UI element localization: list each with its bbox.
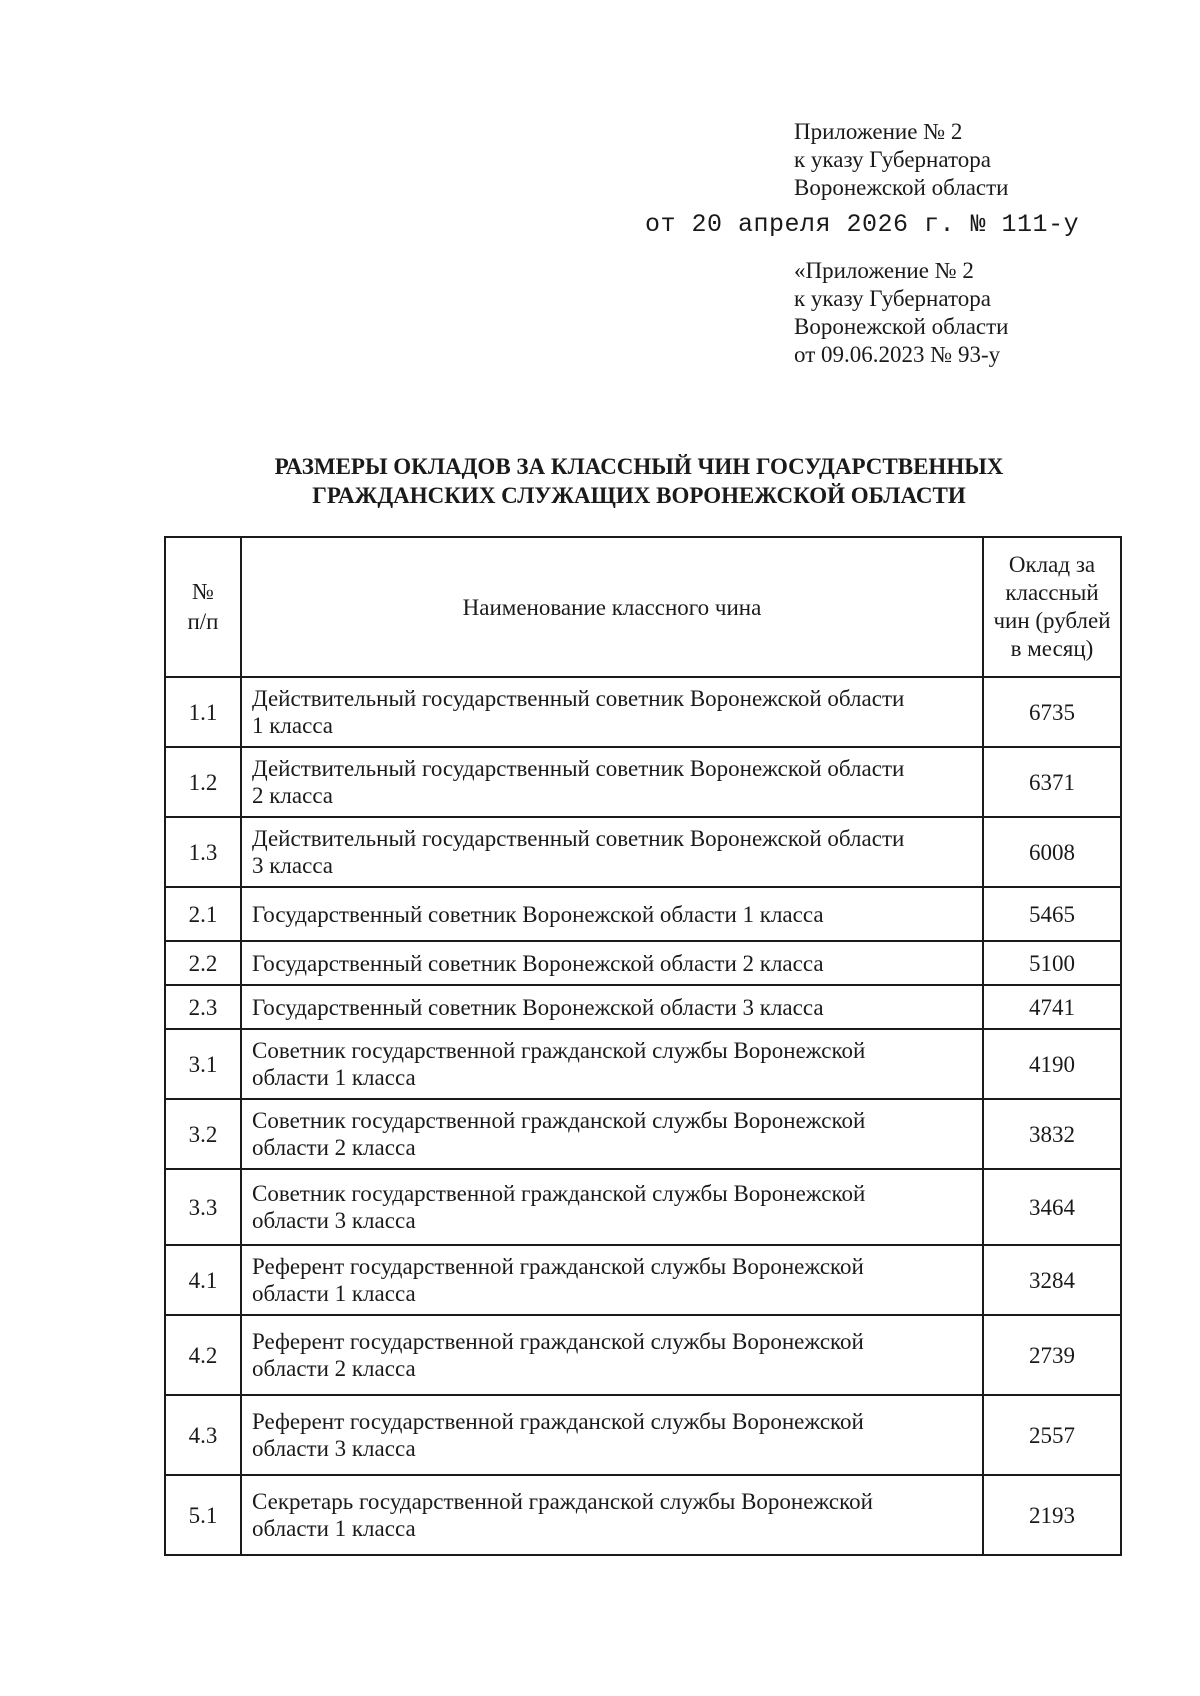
salary-value: 2739 <box>983 1315 1121 1395</box>
row-number: 2.1 <box>165 887 241 941</box>
appendix-line-3: Воронежской области <box>794 175 1009 200</box>
header-num <box>165 537 241 677</box>
appendix-line-1: Приложение № 2 <box>794 119 963 144</box>
title-line-1: РАЗМЕРЫ ОКЛАДОВ ЗА КЛАССНЫЙ ЧИН ГОСУДАРСТВЕННЫХ <box>274 454 1004 479</box>
rank-name-line-2: области 1 класса <box>252 1516 416 1541</box>
rank-name-cell <box>241 817 983 887</box>
salary-value: 3464 <box>983 1169 1121 1245</box>
rank-name-line-2: области 2 класса <box>252 1356 416 1381</box>
salary-value: 6371 <box>983 747 1121 817</box>
rank-name-cell <box>241 1395 983 1475</box>
rank-name-line-2: области 3 класса <box>252 1436 416 1461</box>
row-number: 3.3 <box>165 1169 241 1245</box>
salary-value: 3832 <box>983 1099 1121 1169</box>
rank-name-line-1: Секретарь государственной гражданской службы Воронежской <box>252 1489 873 1514</box>
rank-name-line-1: Государственный советник Воронежской области 1 класса <box>252 901 824 927</box>
row-number: 4.3 <box>165 1395 241 1475</box>
salary-value: 2193 <box>983 1475 1121 1555</box>
salary-value: 3284 <box>983 1245 1121 1315</box>
table-body <box>165 677 1121 1555</box>
appendix-old-line-3: Воронежской области <box>794 314 1009 339</box>
rank-name-cell <box>241 887 983 941</box>
salary-value: 4190 <box>983 1029 1121 1099</box>
table-row <box>165 1245 1121 1315</box>
header-pay: Оклад за классный чин (рублей в месяц) <box>983 537 1121 677</box>
salary-value: 5465 <box>983 887 1121 941</box>
rank-name-cell <box>241 1029 983 1099</box>
header-num-symbol: № <box>192 579 214 604</box>
rank-name-line-2: 1 класса <box>252 713 334 738</box>
salary-value: 5100 <box>983 941 1121 985</box>
table-row <box>165 887 1121 941</box>
rank-name-cell <box>241 1315 983 1395</box>
rank-name-line-1: Государственный советник Воронежской области 3 класса <box>252 994 824 1020</box>
decree-date-line: от 20 апреля 2026 г. № 111-у <box>645 210 1080 239</box>
row-number: 5.1 <box>165 1475 241 1555</box>
salary-value: 6735 <box>983 677 1121 747</box>
table-row <box>165 1475 1121 1555</box>
rank-name-line-1: Референт государственной гражданской службы Воронежской <box>252 1254 864 1279</box>
row-number: 1.3 <box>165 817 241 887</box>
table-row <box>165 747 1121 817</box>
row-number: 4.1 <box>165 1245 241 1315</box>
salary-table <box>164 536 1122 1556</box>
rank-name-cell <box>241 941 983 985</box>
appendix-block <box>794 118 1009 202</box>
salary-value: 6008 <box>983 817 1121 887</box>
row-number: 2.3 <box>165 985 241 1029</box>
salary-value: 2557 <box>983 1395 1121 1475</box>
appendix-line-2: к указу Губернатора <box>794 147 991 172</box>
document-title <box>160 452 1118 510</box>
header-num-abbr: п/п <box>187 609 219 634</box>
table-row <box>165 817 1121 887</box>
rank-name-line-2: области 2 класса <box>252 1135 416 1160</box>
appendix-old-line-4: от 09.06.2023 № 93-у <box>794 342 1001 367</box>
rank-name-line-1: Референт государственной гражданской службы Воронежской <box>252 1329 864 1354</box>
rank-name-line-2: области 1 класса <box>252 1065 416 1090</box>
row-number: 1.1 <box>165 677 241 747</box>
table-row <box>165 1315 1121 1395</box>
appendix-old-line-1: «Приложение № 2 <box>794 258 974 283</box>
table-header-row <box>165 537 1121 677</box>
rank-name-line-2: 2 класса <box>252 783 334 808</box>
table-row <box>165 985 1121 1029</box>
rank-name-cell <box>241 985 983 1029</box>
row-number: 1.2 <box>165 747 241 817</box>
table-row <box>165 1169 1121 1245</box>
row-number: 3.1 <box>165 1029 241 1099</box>
rank-name-line-2: области 3 класса <box>252 1208 416 1233</box>
table-row <box>165 677 1121 747</box>
row-number: 3.2 <box>165 1099 241 1169</box>
rank-name-cell <box>241 1099 983 1169</box>
table-row <box>165 1395 1121 1475</box>
rank-name-line-1: Действительный государственный советник Воронежской области <box>252 756 905 781</box>
rank-name-line-1: Советник государственной гражданской службы Воронежской <box>252 1038 866 1063</box>
rank-name-cell <box>241 677 983 747</box>
row-number: 2.2 <box>165 941 241 985</box>
rank-name-cell <box>241 1169 983 1245</box>
table-row <box>165 1029 1121 1099</box>
salary-value: 4741 <box>983 985 1121 1029</box>
rank-name-line-1: Действительный государственный советник Воронежской области <box>252 826 905 851</box>
rank-name-line-2: 3 класса <box>252 853 334 878</box>
rank-name-cell <box>241 1245 983 1315</box>
row-number: 4.2 <box>165 1315 241 1395</box>
title-line-2: ГРАЖДАНСКИХ СЛУЖАЩИХ ВОРОНЕЖСКОЙ ОБЛАСТИ <box>312 483 966 508</box>
appendix-old-line-2: к указу Губернатора <box>794 286 991 311</box>
rank-name-line-1: Советник государственной гражданской службы Воронежской <box>252 1108 866 1133</box>
rank-name-line-1: Референт государственной гражданской службы Воронежской <box>252 1409 864 1434</box>
rank-name-line-1: Государственный советник Воронежской области 2 класса <box>252 950 824 976</box>
table-row <box>165 1099 1121 1169</box>
rank-name-line-1: Действительный государственный советник Воронежской области <box>252 686 905 711</box>
rank-name-line-2: области 1 класса <box>252 1281 416 1306</box>
header-name: Наименование классного чина <box>241 537 983 677</box>
rank-name-line-1: Советник государственной гражданской службы Воронежской <box>252 1181 866 1206</box>
appendix-old-block <box>794 257 1009 369</box>
rank-name-cell <box>241 747 983 817</box>
rank-name-cell <box>241 1475 983 1555</box>
table-row <box>165 941 1121 985</box>
